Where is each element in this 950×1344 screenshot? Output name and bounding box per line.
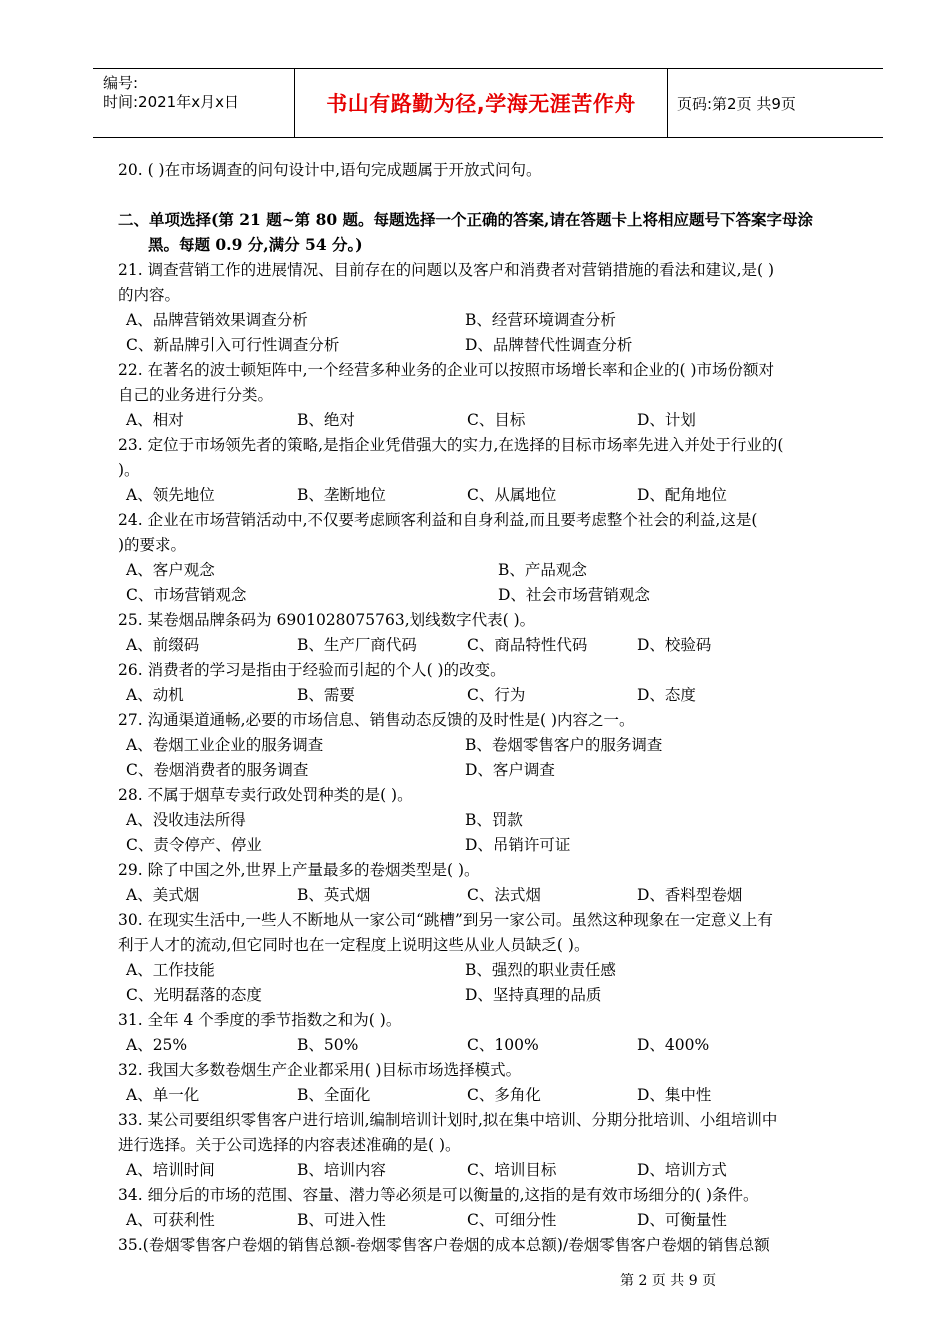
option-c: C、100% [467, 1036, 539, 1054]
option-a: A、客户观念 [126, 561, 215, 579]
question-text: 24. 企业在市场营销活动中,不仅要考虑顾客利益和自身利益,而且要考虑整个社会的利益,这是( [118, 511, 758, 529]
option-d: D、品牌替代性调查分析 [465, 336, 633, 354]
option-a: A、相对 [126, 411, 184, 429]
question-35: 35.(卷烟零售客户卷烟的销售总额-卷烟零售客户卷烟的成本总额)/卷烟零售客户卷烟的销售总额 [118, 1236, 770, 1254]
section-heading: 二、单项选择(第 21 题~第 80 题。每题选择一个正确的答案,请在答题卡上将相应题号下答案字母涂 [118, 210, 813, 229]
option-c: C、新品牌引入可行性调查分析 [126, 336, 340, 354]
option-c: C、多角化 [467, 1086, 541, 1104]
option-a: A、卷烟工业企业的服务调查 [126, 736, 324, 754]
question-text: )。 [118, 461, 140, 479]
option-d: D、配角地位 [637, 486, 727, 504]
option-a: A、没收违法所得 [126, 811, 246, 829]
question-text: 的内容。 [118, 286, 181, 304]
option-a: A、前缀码 [126, 636, 200, 654]
option-c: C、从属地位 [467, 486, 557, 504]
option-b: B、产品观念 [498, 561, 587, 579]
question-text: 28. 不属于烟草专卖行政处罚种类的是( )。 [118, 786, 413, 804]
option-a: A、工作技能 [126, 961, 215, 979]
question-text: 27. 沟通渠道通畅,必要的市场信息、销售动态反馈的及时性是( )内容之一。 [118, 711, 635, 729]
option-d: D、客户调查 [465, 761, 555, 779]
option-d: D、集中性 [637, 1086, 712, 1104]
question-text: 30. 在现实生活中,一些人不断地从一家公司“跳槽”到另一家公司。虽然这种现象在一定意义上有 [118, 911, 773, 929]
question-text: 26. 消费者的学习是指由于经验而引起的个人( )的改变。 [118, 661, 506, 679]
option-a: A、领先地位 [126, 486, 215, 504]
option-b: B、经营环境调查分析 [465, 311, 616, 329]
option-a: A、美式烟 [126, 886, 200, 904]
option-b: B、50% [297, 1036, 359, 1054]
question-text: 25. 某卷烟品牌条码为 6901028075763,划线数字代表( )。 [118, 611, 536, 629]
option-b: B、生产厂商代码 [297, 636, 417, 654]
option-b: B、需要 [297, 686, 355, 704]
option-b: B、可进入性 [297, 1211, 386, 1229]
option-c: C、光明磊落的态度 [126, 986, 262, 1004]
question-text: 21. 调查营销工作的进展情况、目前存在的问题以及客户和消费者对营销措施的看法和建议,是( ) [118, 261, 775, 279]
header-number-label: 编号: [103, 74, 139, 92]
option-b: B、全面化 [297, 1086, 371, 1104]
question-text: 23. 定位于市场领先者的策略,是指企业凭借强大的实力,在选择的目标市场率先进入并处于行业的( [118, 436, 784, 454]
option-a: A、品牌营销效果调查分析 [126, 311, 308, 329]
option-d: D、400% [637, 1036, 710, 1054]
option-d: D、态度 [637, 686, 696, 704]
option-a: A、动机 [126, 686, 184, 704]
header-divider [667, 69, 668, 137]
option-c: C、商品特性代码 [467, 636, 588, 654]
question-text: 31. 全年 4 个季度的季节指数之和为( )。 [118, 1011, 402, 1029]
question-text: 34. 细分后的市场的范围、容量、潜力等必须是可以衡量的,这指的是有效市场细分的( )条件。 [118, 1186, 759, 1204]
page-header [93, 68, 883, 138]
option-b: B、培训内容 [297, 1161, 386, 1179]
option-c: C、责令停产、停业 [126, 836, 262, 854]
question-20: 20. ( )在市场调查的问句设计中,语句完成题属于开放式问句。 [118, 161, 542, 179]
option-d: D、坚持真理的品质 [465, 986, 602, 1004]
option-d: D、可衡量性 [637, 1211, 727, 1229]
option-c: C、市场营销观念 [126, 586, 247, 604]
option-b: B、罚款 [465, 811, 523, 829]
option-d: D、计划 [637, 411, 696, 429]
question-text: 33. 某公司要组织零售客户进行培训,编制培训计划时,拟在集中培训、分期分批培训、小组培训中 [118, 1111, 778, 1129]
option-a: A、培训时间 [126, 1161, 215, 1179]
option-b: B、卷烟零售客户的服务调查 [465, 736, 663, 754]
question-text: )的要求。 [118, 536, 187, 554]
option-a: A、25% [126, 1036, 188, 1054]
option-d: D、吊销许可证 [465, 836, 571, 854]
question-text: 利于人才的流动,但它同时也在一定程度上说明这些从业人员缺乏( )。 [118, 936, 590, 954]
option-c: C、法式烟 [467, 886, 541, 904]
page-footer: 第 2 页 共 9 页 [620, 1273, 717, 1289]
header-motto: 书山有路勤为径,学海无涯苦作舟 [326, 92, 636, 116]
option-a: A、单一化 [126, 1086, 200, 1104]
option-d: D、香料型卷烟 [637, 886, 743, 904]
section-heading-cont: 黑。每题 0.9 分,满分 54 分。) [148, 235, 363, 254]
question-text: 22. 在著名的波士顿矩阵中,一个经营多种业务的企业可以按照市场增长率和企业的( )市场份额对 [118, 361, 775, 379]
question-text: 29. 除了中国之外,世界上产量最多的卷烟类型是( )。 [118, 861, 480, 879]
option-c: C、行为 [467, 686, 526, 704]
question-text: 进行选择。关于公司选择的内容表述准确的是( )。 [118, 1136, 461, 1154]
option-d: D、培训方式 [637, 1161, 727, 1179]
option-b: B、绝对 [297, 411, 355, 429]
option-b: B、强烈的职业责任感 [465, 961, 616, 979]
option-b: B、垄断地位 [297, 486, 386, 504]
option-c: C、可细分性 [467, 1211, 557, 1229]
header-meta [93, 69, 294, 137]
option-d: D、社会市场营销观念 [498, 586, 650, 604]
option-a: A、可获利性 [126, 1211, 215, 1229]
option-d: D、校验码 [637, 636, 712, 654]
header-time-label: 时间:2021年x月x日 [103, 93, 239, 111]
question-text: 32. 我国大多数卷烟生产企业都采用( )目标市场选择模式。 [118, 1061, 522, 1079]
header-page-label: 页码:第2页 共9页 [677, 94, 796, 113]
option-c: C、卷烟消费者的服务调查 [126, 761, 309, 779]
option-c: C、培训目标 [467, 1161, 557, 1179]
option-b: B、英式烟 [297, 886, 371, 904]
question-text: 自己的业务进行分类。 [118, 386, 274, 404]
option-c: C、目标 [467, 411, 526, 429]
